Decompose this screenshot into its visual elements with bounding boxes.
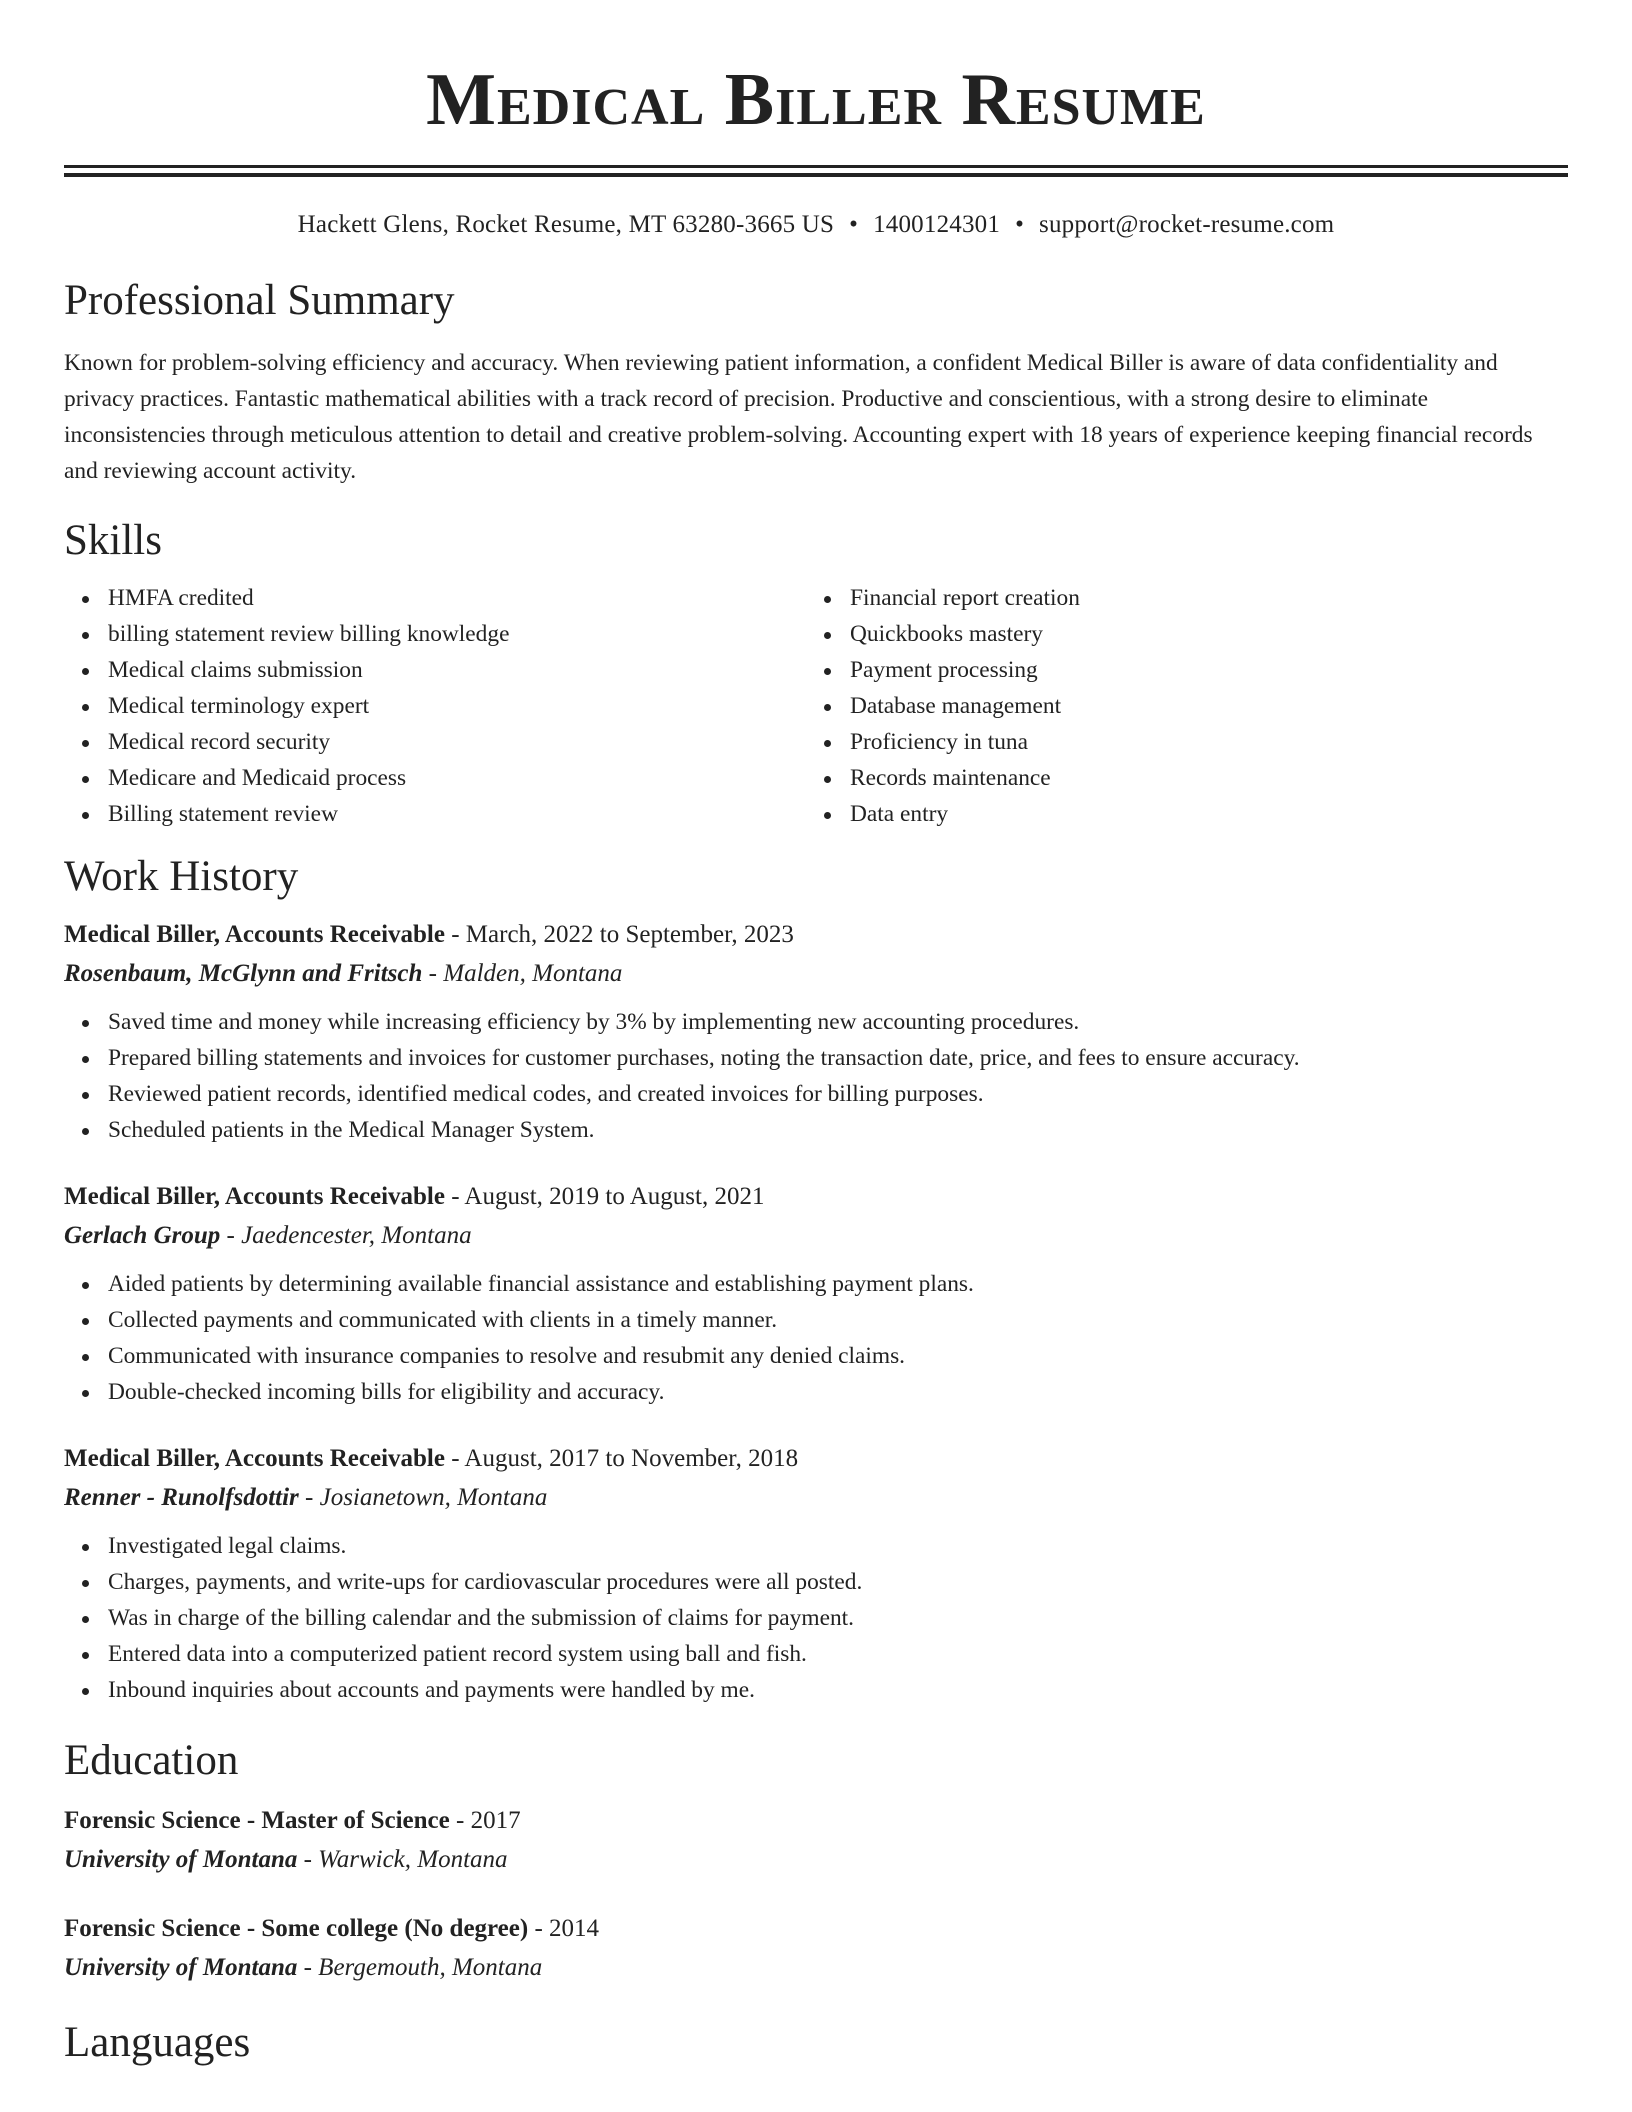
job-bullet: Entered data into a computerized patient record system using ball and fish.: [108, 1636, 1568, 1672]
job-entry: [64, 1440, 1568, 1708]
job-company-line: [64, 1478, 1568, 1518]
job-bullet: Was in charge of the billing calendar and the submission of claims for payment.: [108, 1600, 1568, 1636]
job-bullet: Saved time and money while increasing efficiency by 3% by implementing new accounting procedures.: [108, 1004, 1568, 1040]
contact-phone: 1400124301: [873, 211, 1001, 238]
section-heading-work-history: Work History: [64, 853, 299, 900]
skill-item: Data entry: [850, 796, 1548, 832]
title-divider: [64, 165, 1568, 177]
job-company: Renner - Runolfsdottir: [64, 1484, 299, 1511]
section-heading-skills: Skills: [64, 517, 162, 564]
section-heading-education: Education: [64, 1737, 239, 1784]
section-heading-languages: Languages: [64, 2019, 251, 2066]
contact-line: [64, 210, 1568, 240]
school: University of Montana: [64, 1846, 298, 1873]
school: University of Montana: [64, 1954, 298, 1981]
job-dates: - August, 2019 to August, 2021: [444, 1183, 765, 1210]
job-bullet: Reviewed patient records, identified medical codes, and created invoices for billing purposes.: [108, 1076, 1568, 1112]
job-company-line: [64, 1216, 1568, 1256]
job-bullets: [64, 1004, 1568, 1148]
job-title-line: [64, 1440, 1568, 1478]
skill-item: Financial report creation: [850, 580, 1548, 616]
job-bullet: Inbound inquiries about accounts and payments were handled by me.: [108, 1672, 1568, 1708]
job-title-line: [64, 1178, 1568, 1216]
job-location: - Josianetown, Montana: [298, 1484, 548, 1511]
job-company: Rosenbaum, McGlynn and Fritsch: [64, 960, 423, 987]
divider-line-bottom: [64, 173, 1568, 177]
skill-item: Billing statement review: [108, 796, 806, 832]
job-bullet: Double-checked incoming bills for eligibility and accuracy.: [108, 1374, 1568, 1410]
divider-line-top: [64, 165, 1568, 168]
skill-item: billing statement review billing knowledge: [108, 616, 806, 652]
job-bullet: Investigated legal claims.: [108, 1528, 1568, 1564]
resume-title: Medical Biller Resume: [426, 59, 1206, 141]
skill-item: Medical claims submission: [108, 652, 806, 688]
skill-item: Payment processing: [850, 652, 1548, 688]
school-location: - Bergemouth, Montana: [297, 1954, 543, 1981]
education-entry: [64, 1910, 1568, 1988]
job-title-line: [64, 916, 1568, 954]
bullet-separator: •: [849, 211, 859, 238]
job-company-line: [64, 954, 1568, 994]
job-entry: [64, 916, 1568, 1148]
section-heading-summary: Professional Summary: [64, 277, 455, 324]
skills-columns: [64, 580, 1568, 832]
job-bullet: Scheduled patients in the Medical Manager System.: [108, 1112, 1568, 1148]
education-entry: [64, 1802, 1568, 1880]
job-bullet: Charges, payments, and write-ups for cardiovascular procedures were all posted.: [108, 1564, 1568, 1600]
summary-text: Known for problem-solving efficiency and accuracy. When reviewing patient information, a confident Medical Biller is aware of data confidentiality and privacy practices. Fantastic mathematical abilities with a track record of precision. Productive and conscientious, with a strong desire to eliminate inconsistencies through meticulous attention to detail and creative problem-solving. Accounting expert with 18 years of experience keeping financial records and reviewing account activity.: [64, 350, 1533, 484]
skill-item: Records maintenance: [850, 760, 1548, 796]
skills-list-right: [806, 580, 1548, 832]
job-bullet: Prepared billing statements and invoices for customer purchases, noting the transaction date, price, and fees to ensure accuracy.: [108, 1040, 1568, 1076]
degree: Forensic Science - Some college (No degree): [64, 1915, 529, 1942]
skill-item: Medical record security: [108, 724, 806, 760]
job-bullet: Aided patients by determining available financial assistance and establishing payment plans.: [108, 1266, 1568, 1302]
job-bullet: Communicated with insurance companies to resolve and resubmit any denied claims.: [108, 1338, 1568, 1374]
bullet-separator: •: [1015, 211, 1025, 238]
job-location: - Malden, Montana: [422, 960, 623, 987]
job-location: - Jaedencester, Montana: [220, 1222, 472, 1249]
degree-line: [64, 1910, 1568, 1948]
skill-item: Quickbooks mastery: [850, 616, 1548, 652]
degree-year: - 2017: [449, 1807, 521, 1834]
skill-item: Medicare and Medicaid process: [108, 760, 806, 796]
school-location: - Warwick, Montana: [297, 1846, 508, 1873]
job-bullets: [64, 1266, 1568, 1410]
job-title: Medical Biller, Accounts Receivable: [64, 921, 445, 948]
skill-item: Medical terminology expert: [108, 688, 806, 724]
degree-year: - 2014: [528, 1915, 600, 1942]
job-bullets: [64, 1528, 1568, 1708]
skill-item: Proficiency in tuna: [850, 724, 1548, 760]
job-title: Medical Biller, Accounts Receivable: [64, 1183, 445, 1210]
degree-line: [64, 1802, 1568, 1840]
contact-address: Hackett Glens, Rocket Resume, MT 63280-3665 US: [297, 211, 835, 238]
skill-item: HMFA credited: [108, 580, 806, 616]
degree: Forensic Science - Master of Science: [64, 1807, 450, 1834]
skill-item: Database management: [850, 688, 1548, 724]
job-title: Medical Biller, Accounts Receivable: [64, 1445, 445, 1472]
school-line: [64, 1840, 1568, 1880]
job-dates: - March, 2022 to September, 2023: [444, 921, 794, 948]
job-entry: [64, 1178, 1568, 1410]
school-line: [64, 1948, 1568, 1988]
job-bullet: Collected payments and communicated with clients in a timely manner.: [108, 1302, 1568, 1338]
skills-list-left: [64, 580, 806, 832]
contact-email: support@rocket-resume.com: [1039, 211, 1335, 238]
job-company: Gerlach Group: [64, 1222, 221, 1249]
job-dates: - August, 2017 to November, 2018: [444, 1445, 799, 1472]
